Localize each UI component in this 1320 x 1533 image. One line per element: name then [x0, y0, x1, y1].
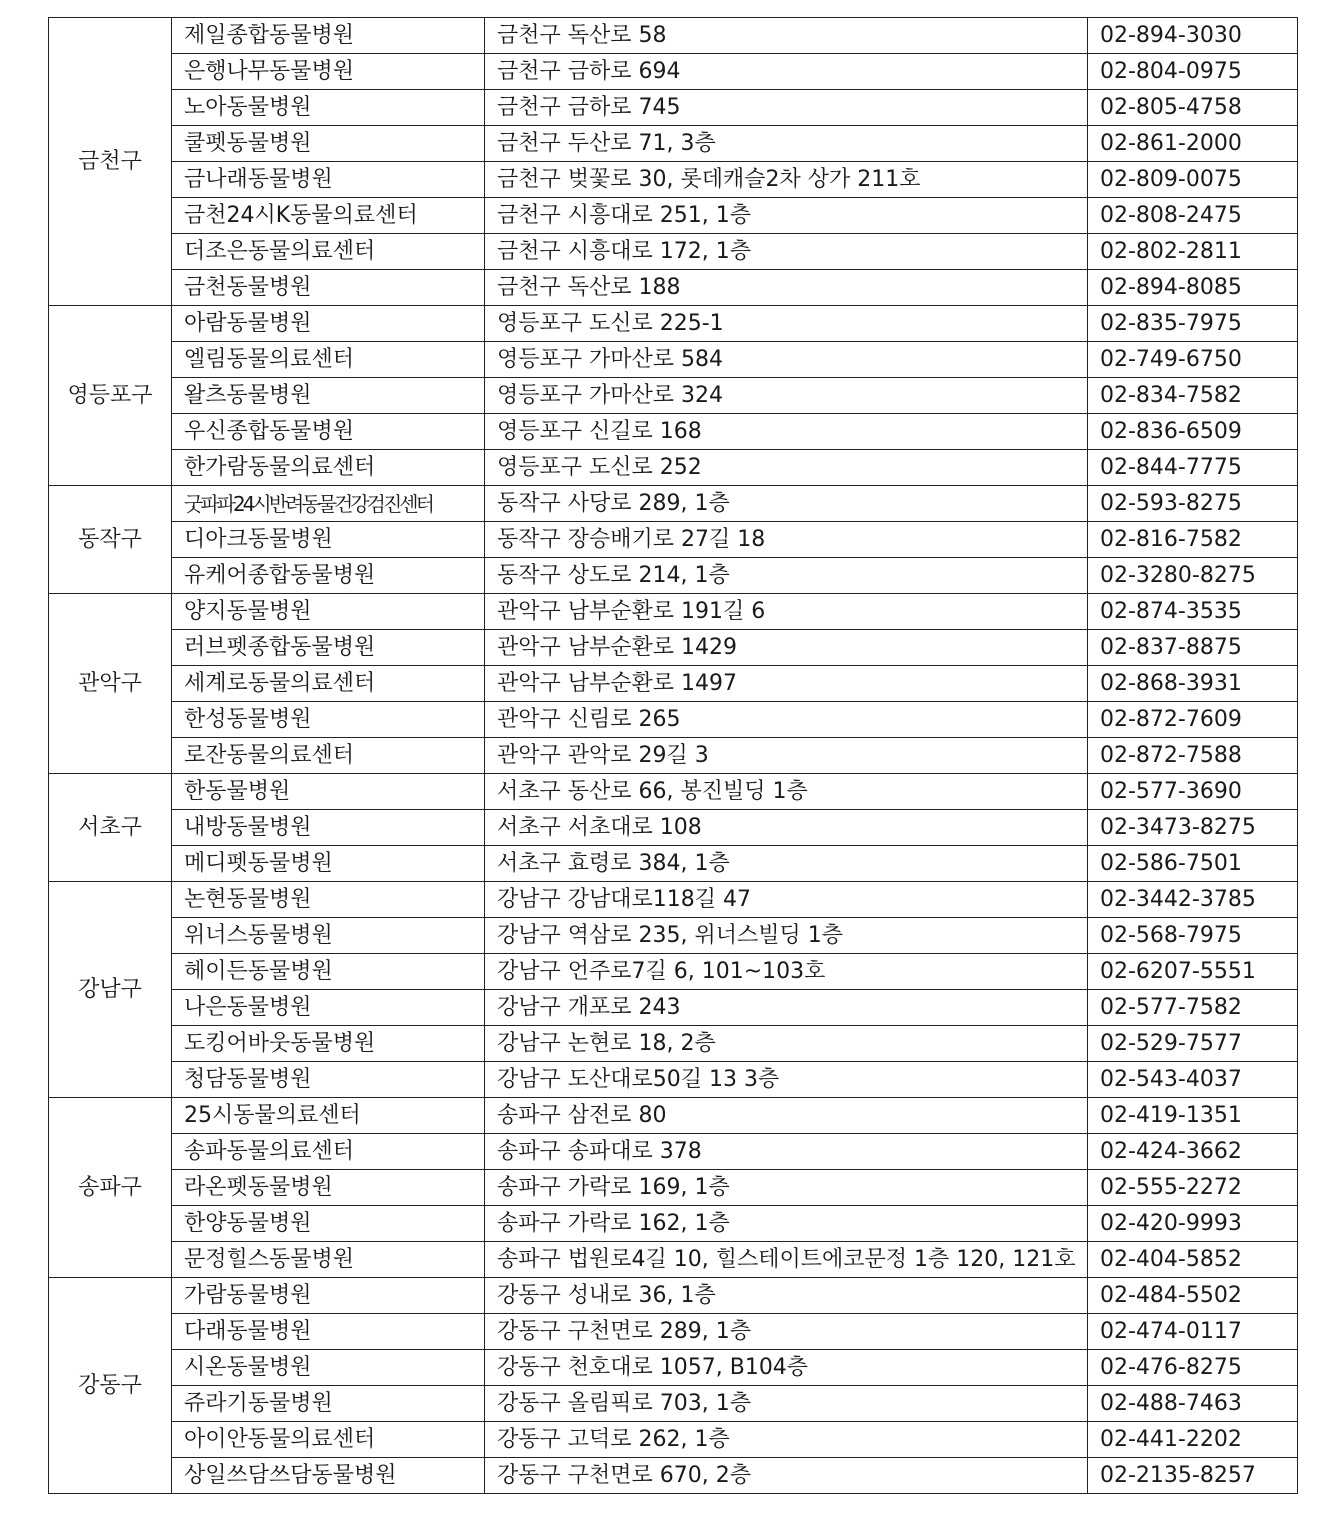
address-cell: 영등포구 도신로 252: [485, 450, 1088, 486]
table-row: [49, 486, 1298, 522]
hospital-name-cell: 로잔동물의료센터: [172, 738, 485, 774]
hospital-name-cell: 금천24시K동물의료센터: [172, 198, 485, 234]
phone-cell: 02-6207-5551: [1088, 954, 1298, 990]
address-cell: 영등포구 신길로 168: [485, 414, 1088, 450]
address-cell: 강동구 고덕로 262, 1층: [485, 1422, 1088, 1458]
table-row: [49, 954, 1298, 990]
table-row: [49, 738, 1298, 774]
hospital-name-cell: 쥬라기동물병원: [172, 1386, 485, 1422]
hospital-name-cell: 25시동물의료센터: [172, 1098, 485, 1134]
hospital-name-cell: 송파동물의료센터: [172, 1134, 485, 1170]
district-cell: 송파구: [49, 1098, 172, 1278]
hospital-name-cell: 위너스동물병원: [172, 918, 485, 954]
phone-cell: 02-894-8085: [1088, 270, 1298, 306]
table-row: [49, 90, 1298, 126]
phone-cell: 02-474-0117: [1088, 1314, 1298, 1350]
phone-cell: 02-837-8875: [1088, 630, 1298, 666]
hospital-name-cell: 한양동물병원: [172, 1206, 485, 1242]
hospital-name-cell: 유케어종합동물병원: [172, 558, 485, 594]
hospital-name-cell: 시온동물병원: [172, 1350, 485, 1386]
table-row: [49, 270, 1298, 306]
phone-cell: 02-441-2202: [1088, 1422, 1298, 1458]
phone-cell: 02-419-1351: [1088, 1098, 1298, 1134]
table-row: [49, 1134, 1298, 1170]
hospital-name-cell: 아이안동물의료센터: [172, 1422, 485, 1458]
district-cell: 관악구: [49, 594, 172, 774]
hospital-name-cell: 금나래동물병원: [172, 162, 485, 198]
address-cell: 동작구 사당로 289, 1층: [485, 486, 1088, 522]
address-cell: 강남구 도산대로50길 13 3층: [485, 1062, 1088, 1098]
table-row: [49, 558, 1298, 594]
address-cell: 강남구 강남대로118길 47: [485, 882, 1088, 918]
hospital-name-cell: 가람동물병원: [172, 1278, 485, 1314]
table-row: [49, 342, 1298, 378]
hospital-name-cell: 메디펫동물병원: [172, 846, 485, 882]
hospital-name-cell: 러브펫종합동물병원: [172, 630, 485, 666]
address-cell: 금천구 벚꽃로 30, 롯데캐슬2차 상가 211호: [485, 162, 1088, 198]
table-row: [49, 1386, 1298, 1422]
phone-cell: 02-868-3931: [1088, 666, 1298, 702]
phone-cell: 02-805-4758: [1088, 90, 1298, 126]
hospital-name-cell: 세계로동물의료센터: [172, 666, 485, 702]
hospital-name-cell: 엘림동물의료센터: [172, 342, 485, 378]
table-row: [49, 594, 1298, 630]
phone-cell: 02-404-5852: [1088, 1242, 1298, 1278]
phone-cell: 02-749-6750: [1088, 342, 1298, 378]
hospital-name-cell: 노아동물병원: [172, 90, 485, 126]
table-row: [49, 126, 1298, 162]
table-row: [49, 1206, 1298, 1242]
address-cell: 강동구 천호대로 1057, B104층: [485, 1350, 1088, 1386]
address-cell: 서초구 효령로 384, 1층: [485, 846, 1088, 882]
table-row: [49, 1062, 1298, 1098]
phone-cell: 02-420-9993: [1088, 1206, 1298, 1242]
address-cell: 동작구 상도로 214, 1층: [485, 558, 1088, 594]
table-row: [49, 522, 1298, 558]
phone-cell: 02-568-7975: [1088, 918, 1298, 954]
phone-cell: 02-529-7577: [1088, 1026, 1298, 1062]
address-cell: 금천구 독산로 58: [485, 18, 1088, 54]
table-row: [49, 1314, 1298, 1350]
address-cell: 강남구 개포로 243: [485, 990, 1088, 1026]
hospital-name-cell: 헤이든동물병원: [172, 954, 485, 990]
address-cell: 송파구 법원로4길 10, 힐스테이트에코문정 1층 120, 121호: [485, 1242, 1088, 1278]
table-row: [49, 198, 1298, 234]
hospital-name-cell: 왈츠동물병원: [172, 378, 485, 414]
district-cell: 동작구: [49, 486, 172, 594]
phone-cell: 02-844-7775: [1088, 450, 1298, 486]
address-cell: 금천구 시흥대로 251, 1층: [485, 198, 1088, 234]
phone-cell: 02-835-7975: [1088, 306, 1298, 342]
table-row: [49, 1350, 1298, 1386]
hospital-name-cell: 한성동물병원: [172, 702, 485, 738]
district-cell: 서초구: [49, 774, 172, 882]
table-row: [49, 1098, 1298, 1134]
phone-cell: 02-816-7582: [1088, 522, 1298, 558]
phone-cell: 02-836-6509: [1088, 414, 1298, 450]
hospital-name-cell: 금천동물병원: [172, 270, 485, 306]
phone-cell: 02-488-7463: [1088, 1386, 1298, 1422]
address-cell: 송파구 송파대로 378: [485, 1134, 1088, 1170]
table-row: [49, 810, 1298, 846]
hospital-name-cell: 라온펫동물병원: [172, 1170, 485, 1206]
table-row: [49, 630, 1298, 666]
address-cell: 관악구 남부순환로 191길 6: [485, 594, 1088, 630]
hospital-name-cell: 나은동물병원: [172, 990, 485, 1026]
phone-cell: 02-593-8275: [1088, 486, 1298, 522]
phone-cell: 02-424-3662: [1088, 1134, 1298, 1170]
address-cell: 금천구 금하로 694: [485, 54, 1088, 90]
address-cell: 송파구 가락로 169, 1층: [485, 1170, 1088, 1206]
address-cell: 관악구 관악로 29길 3: [485, 738, 1088, 774]
phone-cell: 02-586-7501: [1088, 846, 1298, 882]
table-row: [49, 450, 1298, 486]
address-cell: 영등포구 가마산로 584: [485, 342, 1088, 378]
address-cell: 영등포구 가마산로 324: [485, 378, 1088, 414]
hospital-name-cell: 은행나무동물병원: [172, 54, 485, 90]
table-row: [49, 162, 1298, 198]
address-cell: 송파구 가락로 162, 1층: [485, 1206, 1088, 1242]
hospital-name-cell: 쿨펫동물병원: [172, 126, 485, 162]
address-cell: 금천구 시흥대로 172, 1층: [485, 234, 1088, 270]
table-row: [49, 666, 1298, 702]
phone-cell: 02-3280-8275: [1088, 558, 1298, 594]
address-cell: 관악구 남부순환로 1497: [485, 666, 1088, 702]
table-row: [49, 306, 1298, 342]
hospital-name-cell: 다래동물병원: [172, 1314, 485, 1350]
district-cell: 영등포구: [49, 306, 172, 486]
hospital-name-cell: 논현동물병원: [172, 882, 485, 918]
table-row: [49, 18, 1298, 54]
address-cell: 강동구 구천면로 670, 2층: [485, 1458, 1088, 1494]
phone-cell: 02-804-0975: [1088, 54, 1298, 90]
table-row: [49, 414, 1298, 450]
phone-cell: 02-809-0075: [1088, 162, 1298, 198]
phone-cell: 02-872-7588: [1088, 738, 1298, 774]
table-row: [49, 54, 1298, 90]
phone-cell: 02-894-3030: [1088, 18, 1298, 54]
table-row: [49, 1242, 1298, 1278]
address-cell: 강남구 언주로7길 6, 101~103호: [485, 954, 1088, 990]
phone-cell: 02-555-2272: [1088, 1170, 1298, 1206]
phone-cell: 02-3442-3785: [1088, 882, 1298, 918]
address-cell: 금천구 금하로 745: [485, 90, 1088, 126]
hospital-table-body: [49, 18, 1298, 1494]
hospital-name-cell: 제일종합동물병원: [172, 18, 485, 54]
address-cell: 강남구 역삼로 235, 위너스빌딩 1층: [485, 918, 1088, 954]
table-row: [49, 990, 1298, 1026]
table-row: [49, 846, 1298, 882]
address-cell: 동작구 장승배기로 27길 18: [485, 522, 1088, 558]
hospital-name-cell: 청담동물병원: [172, 1062, 485, 1098]
address-cell: 강남구 논현로 18, 2층: [485, 1026, 1088, 1062]
hospital-name-cell: 도킹어바웃동물병원: [172, 1026, 485, 1062]
address-cell: 강동구 성내로 36, 1층: [485, 1278, 1088, 1314]
hospital-name-cell: 내방동물병원: [172, 810, 485, 846]
table-row: [49, 1026, 1298, 1062]
hospital-name-cell: 한동물병원: [172, 774, 485, 810]
address-cell: 강동구 올림픽로 703, 1층: [485, 1386, 1088, 1422]
phone-cell: 02-874-3535: [1088, 594, 1298, 630]
phone-cell: 02-861-2000: [1088, 126, 1298, 162]
hospital-name-cell: 한가람동물의료센터: [172, 450, 485, 486]
phone-cell: 02-577-3690: [1088, 774, 1298, 810]
phone-cell: 02-3473-8275: [1088, 810, 1298, 846]
hospital-name-cell: 디아크동물병원: [172, 522, 485, 558]
phone-cell: 02-2135-8257: [1088, 1458, 1298, 1494]
table-row: [49, 378, 1298, 414]
phone-cell: 02-834-7582: [1088, 378, 1298, 414]
table-row: [49, 918, 1298, 954]
table-row: [49, 774, 1298, 810]
district-cell: 금천구: [49, 18, 172, 306]
table-row: [49, 702, 1298, 738]
table-row: [49, 1170, 1298, 1206]
hospital-table: [48, 17, 1298, 1494]
address-cell: 서초구 서초대로 108: [485, 810, 1088, 846]
table-row: [49, 882, 1298, 918]
address-cell: 영등포구 도신로 225-1: [485, 306, 1088, 342]
hospital-name-cell: 양지동물병원: [172, 594, 485, 630]
address-cell: 송파구 삼전로 80: [485, 1098, 1088, 1134]
district-cell: 강동구: [49, 1278, 172, 1494]
phone-cell: 02-577-7582: [1088, 990, 1298, 1026]
hospital-name-cell: 우신종합동물병원: [172, 414, 485, 450]
address-cell: 금천구 두산로 71, 3층: [485, 126, 1088, 162]
hospital-name-cell: 굿파파24시반려동물건강검진센터: [172, 486, 485, 522]
address-cell: 관악구 신림로 265: [485, 702, 1088, 738]
hospital-name-cell: 아람동물병원: [172, 306, 485, 342]
address-cell: 관악구 남부순환로 1429: [485, 630, 1088, 666]
phone-cell: 02-543-4037: [1088, 1062, 1298, 1098]
district-cell: 강남구: [49, 882, 172, 1098]
phone-cell: 02-808-2475: [1088, 198, 1298, 234]
table-row: [49, 1422, 1298, 1458]
phone-cell: 02-484-5502: [1088, 1278, 1298, 1314]
hospital-name-cell: 상일쓰담쓰담동물병원: [172, 1458, 485, 1494]
phone-cell: 02-476-8275: [1088, 1350, 1298, 1386]
hospital-name-cell: 더조은동물의료센터: [172, 234, 485, 270]
phone-cell: 02-802-2811: [1088, 234, 1298, 270]
address-cell: 강동구 구천면로 289, 1층: [485, 1314, 1088, 1350]
table-row: [49, 1458, 1298, 1494]
table-row: [49, 1278, 1298, 1314]
address-cell: 금천구 독산로 188: [485, 270, 1088, 306]
address-cell: 서초구 동산로 66, 봉진빌딩 1층: [485, 774, 1088, 810]
table-row: [49, 234, 1298, 270]
hospital-name-cell: 문정힐스동물병원: [172, 1242, 485, 1278]
phone-cell: 02-872-7609: [1088, 702, 1298, 738]
